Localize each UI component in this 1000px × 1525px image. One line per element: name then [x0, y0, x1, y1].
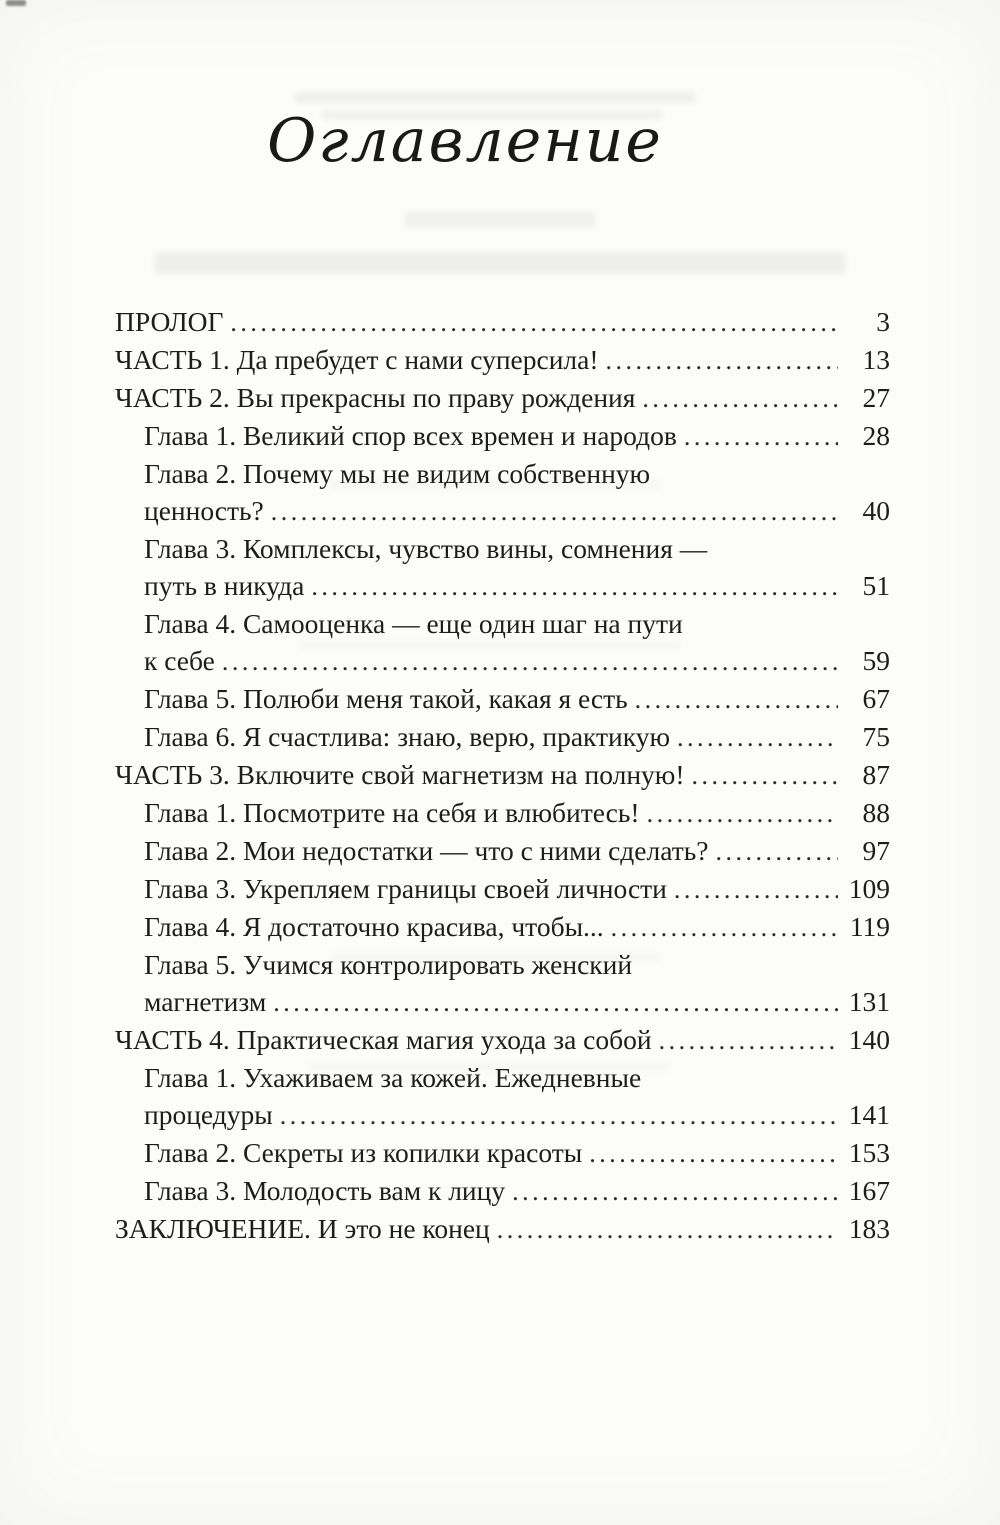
dot-leader [674, 870, 838, 908]
dot-leader [677, 718, 838, 756]
bleed-through-ghost [155, 252, 845, 274]
toc-entry [115, 379, 890, 417]
toc-entry [115, 946, 890, 1021]
toc-page-number: 141 [848, 1099, 890, 1130]
toc-page-number: 51 [862, 570, 890, 601]
dot-leader [684, 417, 838, 455]
toc-page-number: 119 [849, 911, 890, 942]
toc-page-number: 97 [862, 835, 890, 866]
toc-entry-text: Глава 6. Я счастлива: знаю, верю, практикую [144, 721, 671, 752]
toc-entry-text: ЧАСТЬ 1. Да пребудет с нами суперсила! [115, 344, 599, 375]
toc-entry-text: Глава 5. Полюби меня такой, какая я есть [144, 683, 628, 714]
toc-list [115, 303, 890, 1248]
dot-leader [230, 303, 838, 341]
toc-entry [115, 794, 890, 832]
dot-leader [512, 1172, 838, 1210]
toc-entry [115, 303, 890, 341]
toc-entry-text: Глава 3. Молодость вам к лицу [144, 1175, 506, 1206]
toc-page-number: 88 [862, 797, 890, 828]
toc-page-number: 140 [848, 1024, 890, 1055]
toc-page-number: 183 [848, 1213, 890, 1244]
toc-entry [115, 832, 890, 870]
toc-entry-text: Глава 1. Великий спор всех времен и народов [144, 420, 677, 451]
toc-page-number: 40 [862, 495, 890, 526]
toc-entry-text: ПРОЛОГ [115, 306, 224, 337]
toc-entry-text: Глава 2. Почему мы не видим собственную [144, 458, 651, 489]
toc-page-number: 28 [862, 420, 890, 451]
dot-leader [222, 642, 838, 680]
toc-entry [115, 417, 890, 455]
dot-leader [589, 1134, 838, 1172]
bleed-through-ghost [405, 212, 595, 227]
toc-entry-text: ЗАКЛЮЧЕНИЕ. И это не конец [115, 1213, 490, 1244]
toc-entry [115, 605, 890, 680]
toc-entry-text: магнетизм [144, 986, 267, 1017]
toc-entry [115, 756, 890, 794]
dot-leader [311, 567, 838, 605]
toc-entry [115, 1210, 890, 1248]
dot-leader [497, 1210, 838, 1248]
toc-entry [115, 870, 890, 908]
dot-leader [647, 794, 838, 832]
toc-page-number: 131 [848, 986, 890, 1017]
dot-leader [606, 341, 838, 379]
toc-entry-text: Глава 3. Комплексы, чувство вины, сомнения — [144, 533, 708, 564]
dot-leader [273, 983, 838, 1021]
dot-leader [611, 908, 838, 946]
toc-entry [115, 341, 890, 379]
toc-page-number: 3 [876, 306, 890, 337]
toc-entry-text: ЧАСТЬ 4. Практическая магия ухода за собой [115, 1024, 652, 1055]
toc-entry-text: ЧАСТЬ 2. Вы прекрасны по праву рождения [115, 382, 636, 413]
toc-entry-text: Глава 4. Самооценка — еще один шаг на пути [144, 608, 683, 639]
dot-leader [715, 832, 838, 870]
toc-entry [115, 1021, 890, 1059]
bleed-through-ghost [295, 92, 695, 103]
toc-page-number: 87 [862, 759, 890, 790]
toc-entry [115, 718, 890, 756]
toc-entry-text: ценность? [144, 495, 264, 526]
toc-page-number: 59 [862, 645, 890, 676]
toc-entry [115, 455, 890, 530]
dot-leader [659, 1021, 838, 1059]
toc-entry-text: Глава 4. Я достаточно красива, чтобы... [144, 911, 604, 942]
toc-entry [115, 1172, 890, 1210]
dot-leader [271, 492, 838, 530]
toc-entry-text: процедуры [144, 1099, 273, 1130]
toc-page-number: 67 [862, 683, 890, 714]
toc-entry-text: Глава 2. Секреты из копилки красоты [144, 1137, 583, 1168]
toc-entry-text: Глава 2. Мои недостатки — что с ними сделать? [144, 835, 709, 866]
dot-leader [642, 379, 838, 417]
toc-page-number: 109 [848, 873, 890, 904]
dot-leader [280, 1096, 838, 1134]
toc-entry-text: ЧАСТЬ 3. Включите свой магнетизм на полную! [115, 759, 685, 790]
toc-page-number: 13 [862, 344, 890, 375]
dot-leader [635, 680, 838, 718]
toc-entry-text: к себе [144, 645, 215, 676]
toc-entry [115, 530, 890, 605]
dot-leader [691, 756, 838, 794]
toc-page-number: 75 [862, 721, 890, 752]
toc-entry [115, 1134, 890, 1172]
toc-entry-text: Глава 1. Посмотрите на себя и влюбитесь! [144, 797, 640, 828]
toc-page-number: 153 [848, 1137, 890, 1168]
toc-entry-text: Глава 3. Укрепляем границы своей личности [144, 873, 667, 904]
scan-artifact [6, 0, 26, 6]
toc-page-number: 27 [862, 382, 890, 413]
toc-entry-text: Глава 5. Учимся контролировать женский [144, 949, 633, 980]
toc-entry [115, 680, 890, 718]
toc-entry-text: путь в никуда [144, 570, 305, 601]
page-title: Оглавление [267, 106, 663, 176]
toc-page-number: 167 [848, 1175, 890, 1206]
toc-entry [115, 908, 890, 946]
toc-entry-text: Глава 1. Ухаживаем за кожей. Ежедневные [144, 1062, 642, 1093]
toc-entry [115, 1059, 890, 1134]
